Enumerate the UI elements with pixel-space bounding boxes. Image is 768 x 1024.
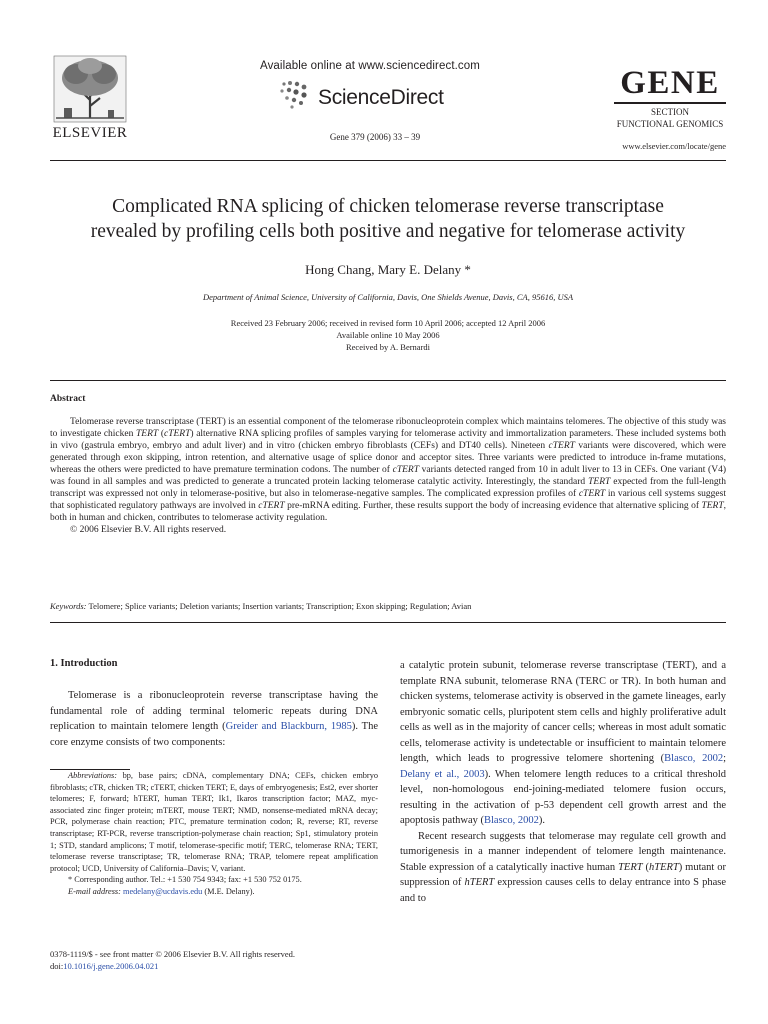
journal-citation: Gene 379 (2006) 33 – 39: [329, 132, 421, 142]
abstract-text: variants detected ranged from 10 in adult liver to 13 in CEFs. One variant (V4) was found in all samples and was predicted to generate a truncated protein lacking telomerase catalytic activity. Interestingly, the standard: [50, 465, 726, 487]
body-text: Recent research suggests that telomerase may regulate cell growth and tumorigenesis in a manner independent of telomere length maintenance. Stable expression of a catalytically inactive human: [400, 830, 726, 873]
intro-paragraph-2: [400, 829, 726, 907]
article-history: [50, 317, 726, 353]
abbreviations-footnote: [50, 770, 378, 874]
body-text: ;: [723, 753, 727, 764]
right-column: [400, 658, 726, 906]
citation-link[interactable]: Blasco, 2002: [484, 815, 539, 826]
abstract-text: ) alternative RNA splicing profiles of samples varying for telomerase activity and immortalization parameters. These included systems both in vivo (gastrula embryo, embryo and adult liver) and in vitro (chicken embryo fibroblasts (CEFs) and DT40 cells). Nineteen: [50, 429, 726, 451]
journal-section: SECTION: [651, 107, 689, 117]
abbreviations-label: Abbreviations:: [68, 771, 118, 780]
paper-title-line-2: revealed by profiling cells both positive and negative for telomerase activity: [90, 221, 686, 242]
left-column: [50, 658, 378, 750]
sciencedirect-wordmark: ScienceDirect: [318, 86, 444, 109]
abstract-text: expected from the full-length transcript was expressed not only in telomerase-positive, but also in telomerase-negative samples. The complicated expression profiles of: [50, 477, 726, 499]
keywords: [50, 601, 726, 611]
received-dates: Received 23 February 2006; received in revised form 10 April 2006; accepted 12 April 2006: [230, 318, 546, 328]
abstract-paragraph: [50, 416, 726, 524]
doi-line: [50, 960, 378, 972]
issn-line: 0378-1119/$ - see front matter © 2006 Elsevier B.V. All rights reserved.: [50, 949, 296, 959]
intro-paragraph-1-continued: [400, 658, 726, 829]
publisher-name: ELSEVIER: [52, 125, 128, 141]
gene-symbol: cTERT: [578, 489, 606, 499]
header-divider: [50, 160, 726, 161]
gene-symbol: cTERT: [548, 441, 575, 451]
paper-title-line-1: Complicated RNA splicing of chicken telomerase reverse transcriptase: [112, 196, 664, 217]
abstract-text: (: [158, 429, 164, 439]
section-heading-introduction: 1. Introduction: [50, 658, 118, 669]
affiliation: Department of Animal Science, University of California, Davis, One Shields Avenue, Davis, CA, 95616, USA: [202, 292, 574, 302]
email-footnote: [50, 886, 378, 898]
abstract-bottom-divider: [50, 622, 726, 623]
gene-symbol: cTERT: [258, 501, 285, 511]
journal-subsection: FUNCTIONAL GENOMICS: [616, 119, 724, 129]
abstract-text: in various cell systems suggest that sophisticated regulatory pathways are involved in: [50, 489, 726, 511]
gene-symbol: cTERT: [392, 465, 420, 475]
body-text: ).: [538, 815, 545, 826]
sciencedirect-dots-icon: [278, 80, 312, 110]
corresponding-author-footnote: * Corresponding author. Tel.: +1 530 754 9343; fax: +1 530 752 0175.: [68, 875, 302, 885]
keywords-label: Keywords:: [50, 601, 87, 611]
body-text: (: [642, 861, 649, 873]
abstract-heading: Abstract: [50, 394, 86, 404]
received-by: Received by A. Bernardi: [345, 342, 431, 352]
citation-link[interactable]: Delany et al., 2003: [400, 768, 485, 780]
abstract-top-divider: [50, 380, 726, 381]
citation-link[interactable]: Blasco, 2002: [664, 753, 724, 764]
abstract-text: , both in human and chicken, contributes to telomerase activity regulation.: [50, 501, 727, 523]
journal-title-rule: [614, 102, 726, 104]
abstract-text: pre-mRNA editing. Further, these results support the body of increasing evidence that alternative splicing of: [284, 501, 702, 511]
email-link[interactable]: medelany@ucdavis.edu: [123, 886, 203, 896]
abstract-body: [50, 416, 726, 536]
doi-link[interactable]: 10.1016/j.gene.2006.04.021: [63, 961, 159, 971]
email-suffix: (M.E. Delany).: [202, 886, 255, 896]
front-matter: [50, 948, 378, 972]
paper-title: [50, 194, 726, 244]
journal-url-link[interactable]: www.elsevier.com/locate/gene: [622, 141, 726, 151]
keywords-list: Telomere; Splice variants; Deletion variants; Insertion variants; Transcription; Exon skipping; Regulation; Avian: [86, 601, 472, 611]
body-text: expression causes cells to delay entrance into S phase and to: [400, 877, 726, 904]
abbreviations-text: bp, base pairs; cDNA, complementary DNA; CEFs, chicken embryo fibroblasts; cTR, chicken TR; cTERT, chicken TERT; E, days of embryogenesis; Est2, ever shorter telomeres; F, forward; hTERT, human TERT; Ik1, Ikaros transcription factor; MAZ, myc-associated zinc finger protein; mTERT, mouse TERT; NMD, nonsense-mediated mRNA decay; PCR, polymerase chain reaction; PTC, premature termination codon; R, reverse; RT, reverse transcriptase; RT-PCR, reverse transcription-polymerase chain reaction; Sp1, stimulatory protein 1; STD, standard amplicons; T motif, telomerase-specific motif; TERC, telomerase RNA; TERT, telomerase reverse transcriptase; TR, telomerase RNA; TRAP, telomere repeat amplification protocol; UCD, University of California–Davis; V, variant.: [50, 771, 378, 873]
email-label: E-mail address:: [68, 886, 121, 896]
gene-symbol: hTERT: [649, 861, 679, 873]
body-text: ). When telomere length reduces to a critical threshold level, non-homologous end-joining-mediated telomere fusion occurs, resulting in the activation of p-53 dependent cell growth arrest and the apoptosis pathway (: [400, 768, 726, 826]
footnotes: [50, 770, 378, 898]
gene-symbol: TERT: [701, 501, 724, 511]
intro-paragraph-1: [50, 688, 378, 750]
author-list: Hong Chang, Mary E. Delany *: [305, 262, 471, 277]
available-online-date: Available online 10 May 2006: [336, 330, 440, 340]
gene-symbol: TERT: [618, 861, 643, 873]
body-text: ). The core enzyme consists of two components:: [50, 721, 379, 748]
body-text: a catalytic protein subunit, telomerase reverse transcriptase (TERT), and a template RNA subunit, telomerase RNA (TERC or TR). In both human and chicken systems, telomerase activity is observed in the gamete lineages, early embryonic somatic cells, pluripotent stem cells and highly proliferative adult cells as well as in the majority of cancer cells; whereas in most adult somatic cells, telomerase activity is undetectable or insufficient to maintain telomere length, which leads to progressive telomere shortening (: [400, 660, 726, 764]
doi-prefix: doi:: [50, 961, 64, 971]
citation-link[interactable]: Greider and Blackburn, 1985: [225, 721, 352, 732]
abstract-text: variants were discovered, which were generated through exon skipping, intron retention, and alternative usage of splice donor and acceptor sites. Three variants were predicted to introduce in-frame mutations, whereas the others were predicted to have premature termination codons. The number of: [50, 441, 727, 475]
body-text: Telomerase is a ribonucleoprotein reverse transcriptase having the fundamental role of adding terminal telomeric repeats during DNA replication to maintain telomere length (: [50, 690, 378, 732]
abstract-text: Telomerase reverse transcriptase (TERT) is an essential component of the telomerase ribonucleoprotein complex which maintains telomeres. The objective of this study was to investigate chicken: [50, 417, 726, 439]
gene-symbol: TERT: [588, 477, 611, 487]
abstract-copyright: © 2006 Elsevier B.V. All rights reserved.: [70, 525, 227, 535]
gene-symbol: hTERT: [464, 877, 495, 888]
journal-title: GENE: [620, 65, 720, 101]
body-text: ) mutant or suppression of: [400, 861, 726, 888]
available-online-link[interactable]: Available online at www.sciencedirect.com: [260, 60, 480, 72]
gene-symbol: cTERT: [164, 429, 191, 439]
gene-symbol: TERT: [136, 429, 159, 439]
